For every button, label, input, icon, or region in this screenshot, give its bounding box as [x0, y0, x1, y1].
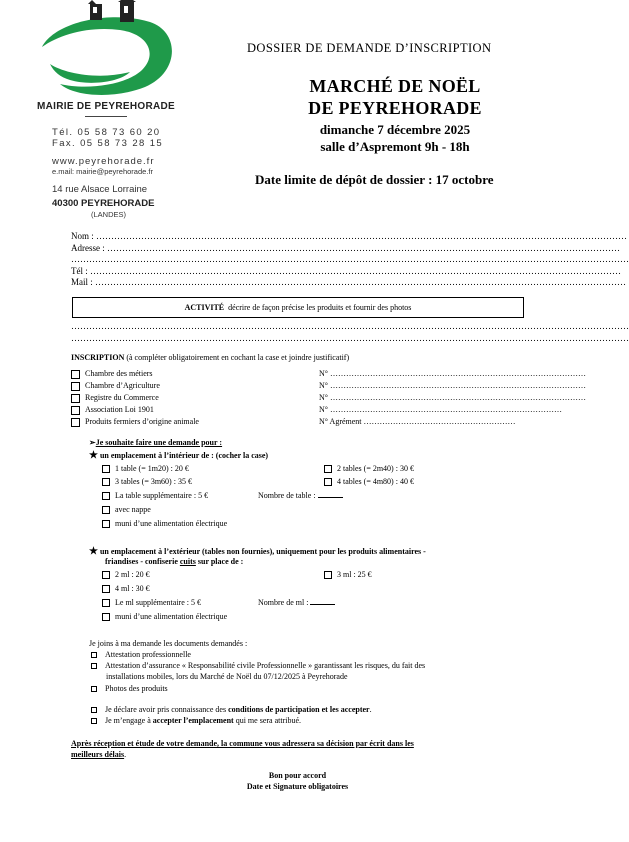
event-place: salle d’Aspremont 9h - 18h: [320, 139, 470, 154]
outside-electricity-option[interactable]: muni d’une alimentation électrique: [102, 612, 227, 621]
checkbox[interactable]: [102, 599, 110, 607]
inscription-list: [71, 369, 586, 429]
list-item: Chambre des métiers N° ……………………………………………………………………………………: [71, 369, 526, 381]
document-item-continuation: installations mobiles, lors du Marché de Noël du 07/12/2025 à Peyrehorade: [106, 672, 348, 681]
registration-number-field[interactable]: N° ……………………………………………………………………………………: [319, 393, 586, 402]
approval-number-field[interactable]: N° Agrément …………………………………………………: [319, 417, 516, 426]
signature-approval: Bon pour accord: [268, 771, 327, 780]
mail-field[interactable]: Mail : ……………………………………………………………………………………………………………………………………………………………: [71, 277, 626, 287]
star-icon: ★: [89, 450, 98, 461]
list-item: Registre du Commerce N° ……………………………………………………………………………………: [71, 393, 526, 405]
logo-divider: [85, 116, 127, 117]
checkbox[interactable]: [324, 465, 332, 473]
checkbox[interactable]: [102, 613, 110, 621]
notice-line-2: meilleurs délais.: [71, 750, 127, 759]
inscription-heading: INSCRIPTION (à compléter obligatoirement en cochant la case et joindre justificatif): [71, 353, 350, 362]
declaration-conditions[interactable]: Je déclare avoir pris connaissance des conditions de participation et les accepter.: [91, 705, 372, 714]
inside-option-4[interactable]: 4 tables (= 4m80) : 40 €: [324, 477, 414, 486]
outside-heading-line2: friandises - confiserie cuits sur place de :: [105, 557, 244, 566]
event-title-line1: MARCHÉ DE NOËL: [309, 76, 481, 96]
checkbox[interactable]: [102, 465, 110, 473]
address-street: 14 rue Alsace Lorraine: [52, 184, 148, 195]
checkbox[interactable]: [102, 478, 110, 486]
activity-line-2[interactable]: ……………………………………………………………………………………………………………………………………………………………………: [71, 333, 629, 343]
checkbox[interactable]: [91, 718, 97, 724]
outside-option-2[interactable]: 3 ml : 25 €: [324, 570, 372, 579]
inside-extra-table[interactable]: La table supplémentaire : 5 €: [102, 491, 208, 500]
inside-electricity-option[interactable]: muni d’une alimentation électrique: [102, 519, 227, 528]
declaration-placement[interactable]: Je m’engage à accepter l’emplacement qui me sera attribué.: [91, 716, 301, 725]
name-field[interactable]: Nom : ……………………………………………………………………………………………………………………………………………………………: [71, 231, 628, 241]
inside-option-1[interactable]: 1 table (= 1m20) : 20 €: [102, 464, 189, 473]
checkbox[interactable]: [71, 418, 80, 427]
fax-number: Fax. 05 58 73 28 15: [52, 138, 164, 149]
inside-option-3[interactable]: 3 tables (= 3m60) : 35 €: [102, 477, 192, 486]
activity-title: ACTIVITÉ: [184, 303, 225, 312]
document-title: DOSSIER DE DEMANDE D’INSCRIPTION: [247, 41, 492, 55]
checkbox[interactable]: [324, 478, 332, 486]
checkbox[interactable]: [91, 652, 97, 658]
address-field-line2[interactable]: ……………………………………………………………………………………………………………………………………………………………………: [71, 254, 629, 264]
checkbox[interactable]: [102, 506, 110, 514]
event-date: dimanche 7 décembre 2025: [319, 122, 471, 137]
address-department: (LANDES): [91, 210, 127, 219]
checkbox[interactable]: [91, 663, 97, 669]
activity-line-1[interactable]: ……………………………………………………………………………………………………………………………………………………………………: [71, 321, 629, 331]
outside-heading: ★ un emplacement à l’extérieur (tables non fournies), uniquement pour les produits alimentaires -: [89, 546, 426, 557]
arrow-icon: ➢: [89, 438, 96, 447]
checkbox[interactable]: [71, 406, 80, 415]
tablecloth-option[interactable]: avec nappe: [102, 505, 151, 514]
document-item[interactable]: Attestation d’assurance « Responsabilité civile Professionnelle » garantissant les risques, du fait des: [91, 661, 425, 670]
outside-extra-meter[interactable]: Le ml supplémentaire : 5 €: [102, 598, 201, 607]
notice-line-1: Après réception et étude de votre demande, la commune vous adressera sa décision par écrit dans les: [71, 739, 414, 748]
activity-instruction: décrire de façon précise les produits et fournir des photos: [228, 303, 412, 312]
website: www.peyrehorade.fr: [52, 156, 155, 167]
peyrehorade-logo-graphic: [30, 2, 190, 112]
mairie-name: MAIRIE DE PEYREHORADE: [37, 101, 175, 112]
identity-fields: [71, 231, 629, 289]
table-count-field[interactable]: Nombre de table :: [258, 491, 343, 500]
checkbox[interactable]: [91, 686, 97, 692]
inside-option-2[interactable]: 2 tables (= 2m40) : 30 €: [324, 464, 414, 473]
star-icon: ★: [89, 546, 98, 557]
checkbox[interactable]: [102, 585, 110, 593]
documents-intro: Je joins à ma demande les documents demandés :: [89, 639, 248, 648]
checkbox[interactable]: [102, 492, 110, 500]
outside-option-1[interactable]: 2 ml : 20 €: [102, 570, 150, 579]
address-field[interactable]: Adresse : ………………………………………………………………………………………………………………………………………………………: [71, 242, 620, 253]
checkbox[interactable]: [71, 382, 80, 391]
address-city: 40300 PEYREHORADE: [52, 198, 155, 209]
deadline: Date limite de dépôt de dossier : 17 octobre: [255, 172, 494, 187]
checkbox[interactable]: [91, 707, 97, 713]
registration-number-field[interactable]: N° ……………………………………………………………………………: [319, 405, 562, 414]
phone-number: Tél. 05 58 73 60 20: [52, 127, 161, 138]
demand-heading: ➢Je souhaite faire une demande pour :: [89, 438, 223, 447]
list-item: Association Loi 1901 N° ……………………………………………………………………………: [71, 405, 526, 417]
document-item[interactable]: Photos des produits: [91, 684, 168, 693]
document-item[interactable]: Attestation professionnelle: [91, 650, 191, 659]
list-item: Produits fermiers d’origine animale N° Agrément …………………………………………………: [71, 417, 526, 429]
checkbox[interactable]: [102, 520, 110, 528]
logo: [30, 2, 190, 112]
phone-field[interactable]: Tél : ……………………………………………………………………………………………………………………………………………………………: [71, 265, 621, 276]
email: e.mail: mairie@peyrehorade.fr: [52, 167, 153, 176]
activity-box: [72, 297, 524, 318]
checkbox[interactable]: [102, 571, 110, 579]
signature-instruction: Date et Signature obligatoires: [246, 782, 349, 791]
registration-number-field[interactable]: N° ……………………………………………………………………………………: [319, 369, 586, 378]
list-item: Chambre d’Agriculture N° ……………………………………………………………………………………: [71, 381, 526, 393]
outside-option-3[interactable]: 4 ml : 30 €: [102, 584, 150, 593]
registration-number-field[interactable]: N° ……………………………………………………………………………………: [319, 381, 586, 390]
event-title-line2: DE PEYREHORADE: [308, 98, 482, 118]
inside-heading: ★ un emplacement à l’intérieur de : (cocher la case): [89, 450, 269, 461]
meter-count-field[interactable]: Nombre de ml :: [258, 598, 335, 607]
checkbox[interactable]: [71, 370, 80, 379]
checkbox[interactable]: [71, 394, 80, 403]
checkbox[interactable]: [324, 571, 332, 579]
